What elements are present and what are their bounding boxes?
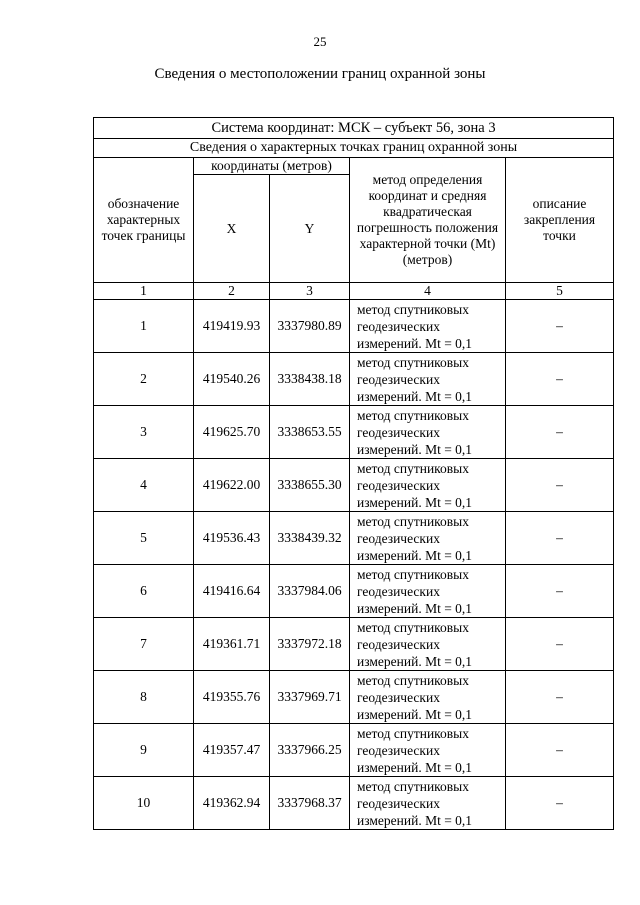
y-coordinate-cell: 3338439.32 [270,512,350,565]
point-cell: 4 [94,459,194,512]
info-header-row [94,139,614,158]
column-number-row [94,283,614,300]
description-cell: – [506,459,614,512]
x-header: X [194,175,270,283]
table-row [94,777,614,830]
y-coordinate-cell: 3338438.18 [270,353,350,406]
x-coordinate-cell: 419355.76 [194,671,270,724]
x-coordinate-cell: 419362.94 [194,777,270,830]
x-coordinate-cell: 419419.93 [194,300,270,353]
point-cell: 3 [94,406,194,459]
column-number: 5 [506,283,614,300]
method-cell: метод спутниковых геодезических измерений. Mt = 0,1 [350,353,506,406]
x-coordinate-cell: 419622.00 [194,459,270,512]
y-coordinate-cell: 3338655.30 [270,459,350,512]
table-row [94,671,614,724]
description-cell: – [506,724,614,777]
description-cell: – [506,671,614,724]
point-cell: 1 [94,300,194,353]
description-cell: – [506,777,614,830]
point-cell: 6 [94,565,194,618]
column-number: 2 [194,283,270,300]
table-row [94,300,614,353]
table-row [94,459,614,512]
table-row [94,406,614,459]
table-row [94,618,614,671]
x-coordinate-cell: 419536.43 [194,512,270,565]
description-cell: – [506,565,614,618]
y-coordinate-cell: 3337984.06 [270,565,350,618]
point-cell: 5 [94,512,194,565]
method-cell: метод спутниковых геодезических измерений. Mt = 0,1 [350,459,506,512]
y-coordinate-cell: 3337972.18 [270,618,350,671]
method-cell: метод спутниковых геодезических измерений. Mt = 0,1 [350,724,506,777]
x-coordinate-cell: 419540.26 [194,353,270,406]
method-cell: метод спутниковых геодезических измерений. Mt = 0,1 [350,671,506,724]
method-cell: метод спутниковых геодезических измерений. Mt = 0,1 [350,565,506,618]
x-coordinate-cell: 419625.70 [194,406,270,459]
y-header: Y [270,175,350,283]
table-row [94,353,614,406]
coordinate-system-row [94,118,614,139]
point-cell: 8 [94,671,194,724]
column-number: 4 [350,283,506,300]
description-header: описание закрепления точки [506,158,614,283]
y-coordinate-cell: 3337980.89 [270,300,350,353]
table-row [94,565,614,618]
x-coordinate-cell: 419416.64 [194,565,270,618]
description-cell: – [506,406,614,459]
method-cell: метод спутниковых геодезических измерений. Mt = 0,1 [350,406,506,459]
coordinates-table [93,117,614,830]
point-designation-header: обозначение характерных точек границы [94,158,194,283]
document-title: Сведения о местоположении границ охранной зоны [154,66,486,82]
column-number: 1 [94,283,194,300]
page-number: 25 [313,34,327,49]
point-cell: 9 [94,724,194,777]
column-number: 3 [270,283,350,300]
x-coordinate-cell: 419361.71 [194,618,270,671]
info-header: Сведения о характерных точках границ охранной зоны [94,139,614,158]
method-header: метод определения координат и средняя квадратическая погрешность положения характерной точки (Mt) (метров) [350,158,506,283]
description-cell: – [506,300,614,353]
y-coordinate-cell: 3338653.55 [270,406,350,459]
description-cell: – [506,512,614,565]
point-cell: 7 [94,618,194,671]
y-coordinate-cell: 3337969.71 [270,671,350,724]
description-cell: – [506,353,614,406]
method-cell: метод спутниковых геодезических измерений. Mt = 0,1 [350,777,506,830]
description-cell: – [506,618,614,671]
y-coordinate-cell: 3337966.25 [270,724,350,777]
coordinates-header: координаты (метров) [194,158,350,175]
point-cell: 2 [94,353,194,406]
method-cell: метод спутниковых геодезических измерений. Mt = 0,1 [350,300,506,353]
method-cell: метод спутниковых геодезических измерений. Mt = 0,1 [350,512,506,565]
coordinate-system-header: Система координат: МСК – субъект 56, зона 3 [94,118,614,139]
column-header-row [94,158,614,175]
point-cell: 10 [94,777,194,830]
table-row [94,512,614,565]
method-cell: метод спутниковых геодезических измерений. Mt = 0,1 [350,618,506,671]
y-coordinate-cell: 3337968.37 [270,777,350,830]
x-coordinate-cell: 419357.47 [194,724,270,777]
table-row [94,724,614,777]
